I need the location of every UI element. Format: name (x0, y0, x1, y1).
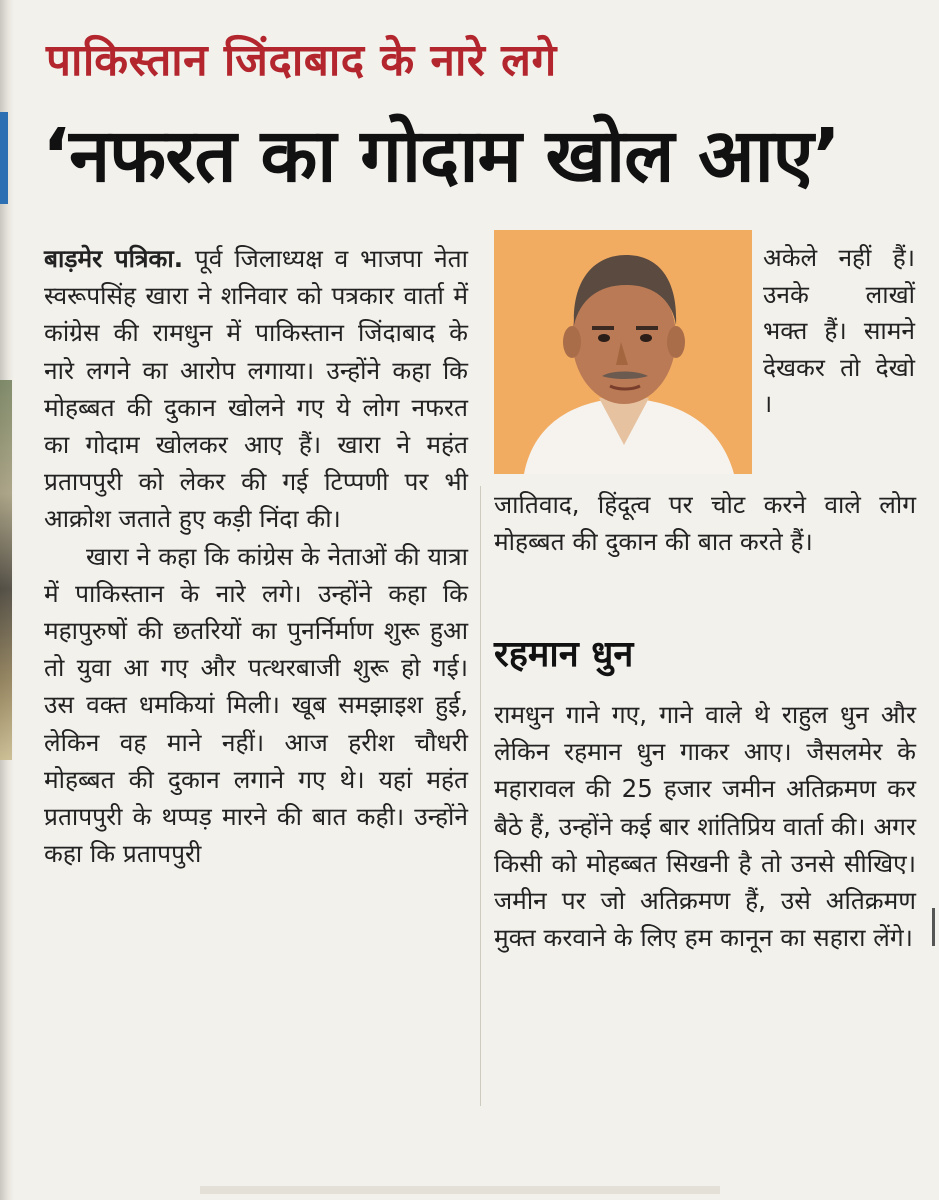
right-top-column (763, 240, 915, 423)
right-top-text: अकेले नहीं हैं। उनके लाखों भक्त हैं। सामने देखकर तो देखो । (763, 243, 915, 418)
left-paragraph-1-text: पूर्व जिलाध्यक्ष व भाजपा नेता स्वरूपसिंह खारा ने शनिवार को पत्रकार वार्ता में कांग्रेस की रामधुन में पाकिस्तान जिंदाबाद के नारे लगने का आरोप लगाया। उन्होंने कहा कि मोहब्बत की दुकान खोलने गए ये लोग नफरत का गोदाम खोलकर आए हैं। खारा ने महंत प्रतापपुरी को लेकर की गई टिप्पणी पर भी आक्रोश जताते हुए कड़ी निंदा की। (44, 244, 468, 534)
kicker-heading: पाकिस्तान जिंदाबाद के नारे लगे (46, 35, 557, 86)
left-paragraph-2: खारा ने कहा कि कांग्रेस के नेताओं की यात्रा में पाकिस्तान के नारे लगे। उन्होंने कहा कि महापुरुषों की छतरियों का पुनर्निर्माण शुरू हुआ तो युवा आ गए और पत्थरबाजी शुरू हो गई। उस वक्त धमकियां मिली। खूब समझाइश हुई, लेकिन वह माने नहीं। आज हरीश चौधरी मोहब्बत की दुकान लगाने गए थे। यहां महंत प्रतापपुरी के थप्पड़ मारने की बात कही। उन्होंने कहा कि प्रतापपुरी (44, 541, 468, 869)
article-headline: ‘नफरत का गोदाम खोल आए’ (42, 113, 840, 199)
adjacent-photo-strip (0, 380, 12, 760)
dateline: बाड़मेर पत्रिका. (44, 244, 183, 273)
right-paragraph-1: जातिवाद, हिंदूत्व पर चोट करने वाले लोग मोहब्बत की दुकान की बात करते हैं। (494, 490, 916, 557)
bottom-edge-shadow (200, 1186, 720, 1194)
left-paragraph-1 (44, 240, 468, 538)
page-edge-mark (932, 908, 935, 946)
person-portrait-illustration (494, 230, 752, 474)
right-column (494, 486, 916, 560)
headline-accent-bar (0, 112, 8, 204)
right-column-lower (494, 696, 916, 956)
right-paragraph-2: रामधुन गाने गए, गाने वाले थे राहुल धुन और लेकिन रहमान धुन गाकर आए। जैसलमेर के महारावल की 25 हजार जमीन अतिक्रमण कर बैठे हैं, उन्होंने कई बार शांतिप्रिय वार्ता की। अगर किसी को मोहब्बत सिखनी है तो उनसे सीखिए। जमीन पर जो अतिक्रमण हैं, उसे अतिक्रमण मुक्त करवाने के लिए हम कानून का सहारा लेंगे। (494, 700, 916, 953)
left-column (44, 240, 468, 872)
column-divider (480, 486, 481, 1106)
person-photo (494, 230, 752, 474)
subheading-rahman-dhun: रहमान धुन (494, 634, 634, 675)
page-left-edge (0, 0, 14, 1200)
